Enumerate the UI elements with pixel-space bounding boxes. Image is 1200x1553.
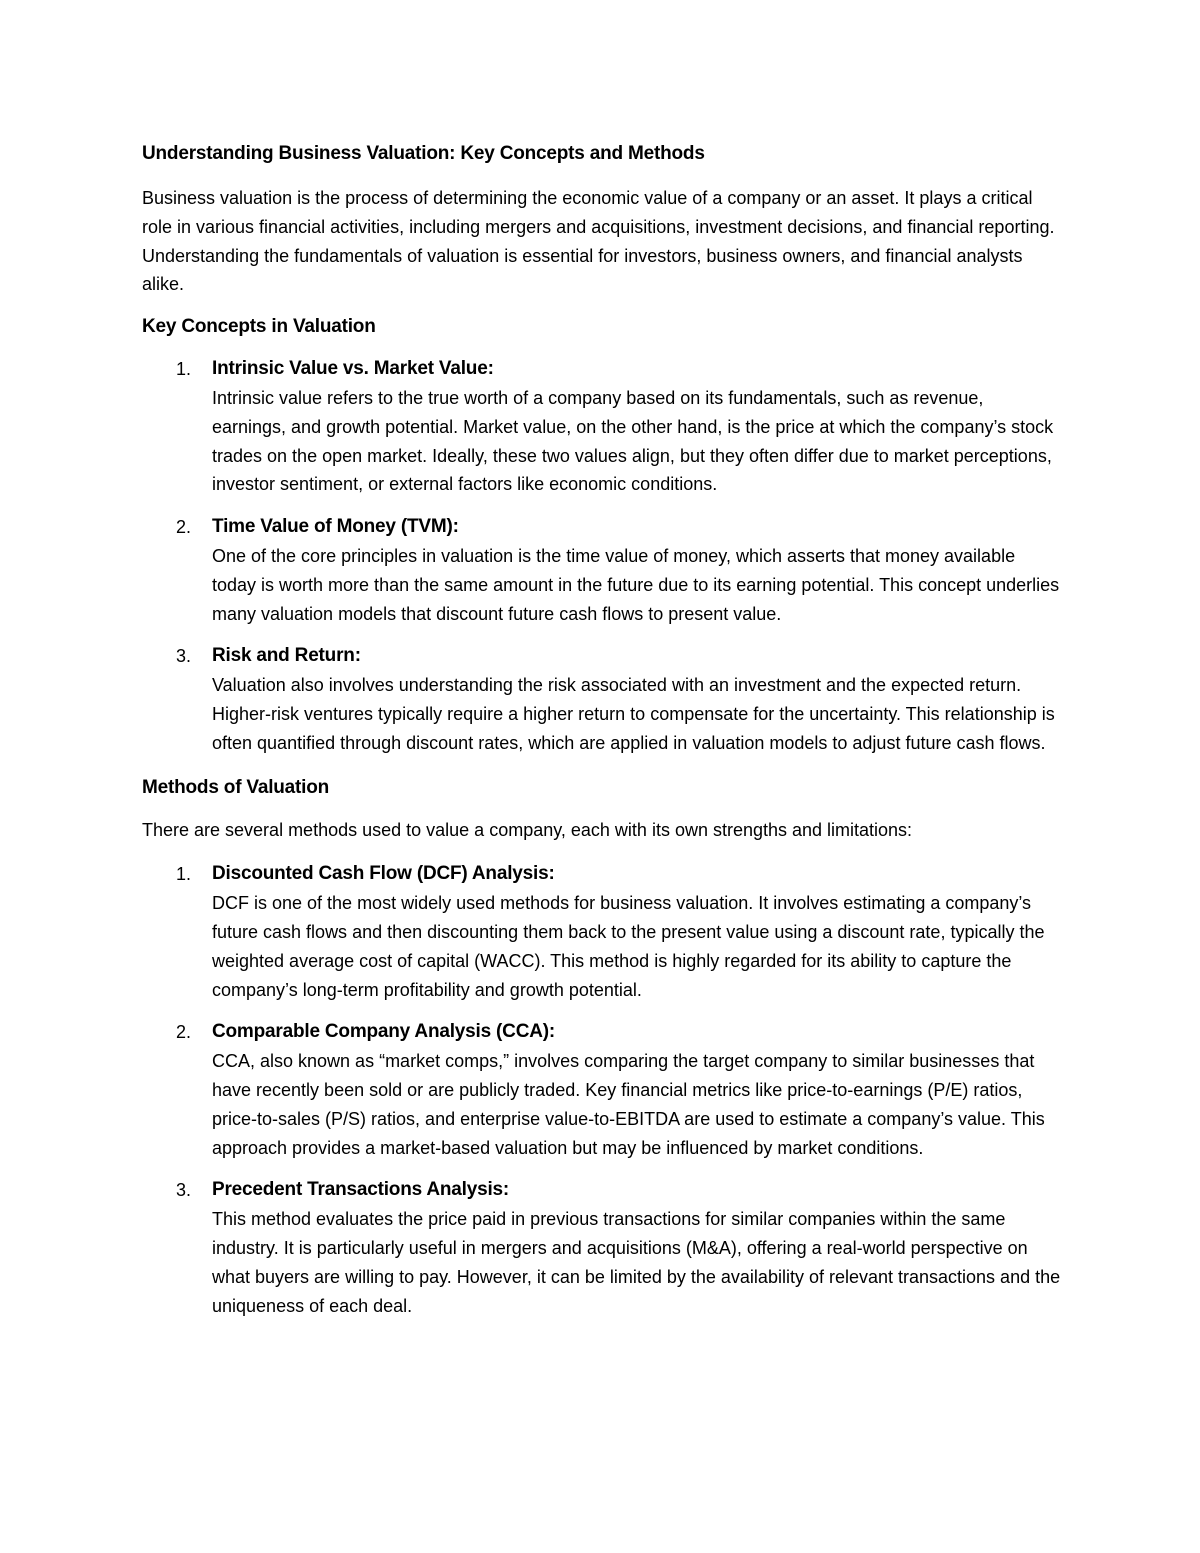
list-item	[142, 642, 1062, 757]
document-title: Understanding Business Valuation: Key Concepts and Methods	[142, 143, 705, 164]
list-item-title: Precedent Transactions Analysis:	[212, 1179, 510, 1201]
list-item-title: Discounted Cash Flow (DCF) Analysis:	[212, 863, 555, 885]
key-concepts-heading: Key Concepts in Valuation	[142, 316, 376, 338]
list-item-body: Intrinsic value refers to the true worth of a company based on its fundamentals, such as revenue, earnings, and growth potential. Market value, on the other hand, is the price at which the company’s stock trades on the open market. Ideally, these two values align, but they often differ due to market perceptions, investor sentiment, or external factors like economic conditions.	[212, 387, 1054, 495]
key-concepts-list	[142, 355, 1062, 757]
methods-list	[142, 860, 1062, 1320]
list-item	[142, 1018, 1062, 1162]
list-item-body: DCF is one of the most widely used methods for business valuation. It involves estimating a company’s future cash flows and then discounting them back to the present value using a discount rate, typically the weighted average cost of capital (WACC). This method is highly regarded for its ability to capture the company’s long-term profitability and growth potential.	[212, 893, 1045, 1000]
list-item-title: Intrinsic Value vs. Market Value:	[212, 358, 494, 380]
list-item	[142, 1176, 1062, 1320]
list-item-title: Time Value of Money (TVM):	[212, 516, 459, 538]
list-item-title: Risk and Return:	[212, 645, 361, 667]
list-item-number: 3.	[176, 1180, 192, 1201]
methods-intro-paragraph: There are several methods used to value a company, each with its own strengths and limitations:	[142, 819, 913, 840]
list-item-body: Valuation also involves understanding the risk associated with an investment and the expected return. Higher-risk ventures typically require a higher return to compensate for the uncertainty. This relationship is often quantified through discount rates, which are applied in valuation models to adjust future cash flows.	[212, 675, 1055, 753]
list-item-title: Comparable Company Analysis (CCA):	[212, 1021, 556, 1043]
list-item-body: One of the core principles in valuation is the time value of money, which asserts that money available today is worth more than the same amount in the future due to its earning potential. This concept underlies many valuation models that discount future cash flows to present value.	[212, 545, 1060, 624]
list-item-number: 3.	[176, 646, 192, 667]
list-item	[142, 355, 1062, 499]
list-item-number: 1.	[176, 864, 192, 885]
methods-heading: Methods of Valuation	[142, 776, 330, 798]
list-item-body: This method evaluates the price paid in previous transactions for similar companies within the same industry. It is particularly useful in mergers and acquisitions (M&A), offering a real-world perspective on what buyers are willing to pay. However, it can be limited by the availability of relevant transactions and the uniqueness of each deal.	[212, 1209, 1061, 1316]
list-item-number: 1.	[176, 359, 192, 380]
document-page	[142, 140, 1062, 1334]
list-item-number: 2.	[176, 517, 192, 538]
list-item-body: CCA, also known as “market comps,” involves comparing the target company to similar businesses that have recently been sold or are publicly traded. Key financial metrics like price-to-earnings (P/E) ratios, price-to-sales (P/S) ratios, and enterprise value-to-EBITDA are used to estimate a company’s value. This approach provides a market-based valuation but may be influenced by market conditions.	[212, 1051, 1045, 1158]
intro-paragraph: Business valuation is the process of determining the economic value of a company or an asset. It plays a critical role in various financial activities, including mergers and acquisitions, investment decisions, and financial reporting. Understanding the fundamentals of valuation is essential for investors, business owners, and financial analysts alike.	[142, 188, 1055, 295]
list-item	[142, 860, 1062, 1004]
list-item-number: 2.	[176, 1022, 192, 1043]
list-item	[142, 513, 1062, 628]
